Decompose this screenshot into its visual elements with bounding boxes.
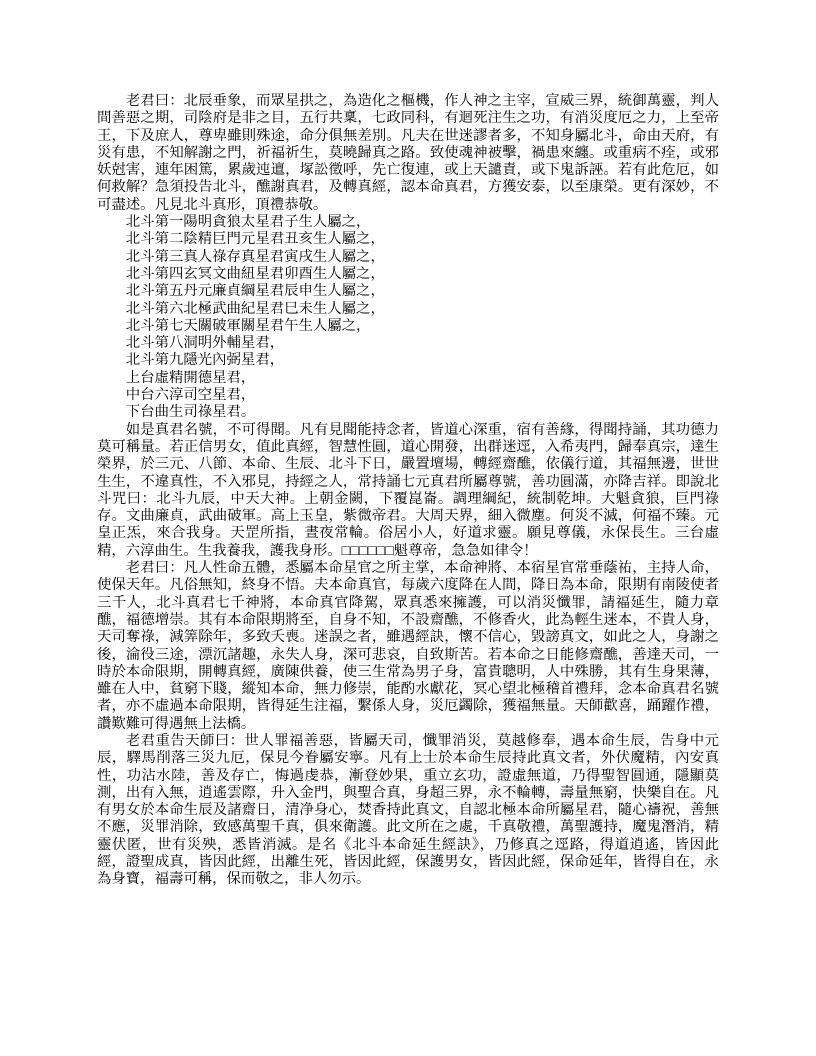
dipper-star-line-5: 北斗第五丹元廉貞綱星君辰申生人屬之，: [125, 283, 385, 300]
santai-star-line-upper: 上台虛精開德星君，: [125, 369, 256, 386]
santai-star-line-lower: 下台曲生司祿星君。: [125, 404, 256, 421]
dipper-star-line-9: 北斗第九隱光內弼星君，: [125, 352, 285, 369]
dipper-star-line-2: 北斗第二陰精巨門元星君丑亥生人屬之，: [125, 231, 385, 248]
dipper-star-line-3: 北斗第三真人祿存真星君寅戌生人屬之，: [125, 248, 385, 265]
dipper-star-line-7: 北斗第七天關破軍關星君午生人屬之，: [125, 317, 371, 334]
dipper-star-line-1: 北斗第一陽明貪狼太星君子生人屬之，: [125, 214, 371, 231]
paragraph-benming-star-officials: 老君曰：凡人性命五體，悉屬本命星官之所主掌，本命神將、本宿星官常垂蔭祐，主持人命，使保天年。凡俗無知，終身不悟。夫本命真官，每歲六度降在人間，降日為本命，限期有南陵使者三千人，北斗真君七千神將，本命真官降駕，眾真悉來擁護，可以消災懺罪，請福延生，隨力章醮，福德增崇。其有本命限期將至，自身不知，不設齋醮，不修香火，此為輕生迷本，不貴人身，天司奪祿，減筭除年，多致夭喪。迷誤之者，雖遇經訣，懷不信心，毀謗真文，如此之人，身謝之後，淪役三途，漂沉諸趣，永失人身，深可悲哀，自致斯苦。若本命之日能修齋醮，善達天司，一時於本命限期，開轉真經，廣陳供養，使三生常為男子身，富貴聰明，人中殊勝，其有生身果薄，雖在人中，貧窮下賤，縱知本命，無力修崇，能酌水獻花，冥心望北極稽首禮拜，念本命真君名號者，亦不虛過本命限期，皆得延生注福，繫係人身，災厄蠲除，獲福無量。天師歡喜，踊躍作禮，讚歎難可得遇無上法橋。: [97, 560, 719, 732]
santai-star-line-middle: 中台六淳司空星君，: [125, 387, 256, 404]
paragraph-names-and-mantra: 如是真君名號，不可得聞。凡有見聞能持念者，皆道心深重，宿有善緣，得聞持誦，其功德力莫可稱量。若正信男女，值此真經，智慧性圓，道心開發，出群迷逕，入希夷門，歸奉真宗，達生榮界，於三元、八節、本命、生辰、北斗下日，嚴置壇場，轉經齋醮，依儀行道，其福無邊，世世生生，不違真性，不入邪見，持經之人，常持誦七元真君所屬尊號，善功圓滿，亦降吉祥。即說北斗咒曰：北斗九辰，中天大神。上朝金闕，下覆崑崙。調理綱紀，統制乾坤。大魁貪狼，巨門祿存。文曲廉貞，武曲破軍。高上玉皇，紫微帝君。大周天界，細入微塵。何災不滅，何福不臻。元皇正炁，來合我身。天罡所指，晝夜常輪。俗居小人，好道求靈。願見尊儀，永保長生。三台虛精，六淳曲生。生我養我，護我身形。□□□□□□魁尊帝，急急如律令！: [97, 421, 719, 559]
paragraph-final-instruction: 老君重告天師曰：世人罪福善惡，皆屬天司，懺罪消災，莫越修奉，遇本命生辰，告身中元辰，驛馬削落三災九厄，保見今眷屬安寧。凡有上士於本命生辰持此真文者，外伏魔精，內安真性，功沾水陸，善及存亡，悔過虔恭，漸登妙果，重立玄功，證虛無道，乃得聖智圓通，隱顯莫測，出有入無，逍遙雲際，升入金門，與聖合真，身超三界，永不輪轉，壽量無窮，快樂自在。凡有男女於本命生辰及諸齋日，清净身心，焚香持此真文，自認北極本命所屬星君，隨心禱祝，善無不應，災罪消除，致感萬聖千真，俱來衛護。此文所在之處，千真敬禮，萬聖護持，魔鬼潛消，精靈伏匿，世有災殃，悉皆消滅。是名《北斗本命延生經訣》，乃修真之逕路，得道逍遙，皆因此經，證聖成真，皆因此經，出離生死，皆因此經，保護男女，皆因此經，保命延年，皆得自在，永為身寶，福壽可稱，保而敬之，非人勿示。: [97, 732, 719, 888]
paragraph-laojun-opening: 老君曰：北辰垂象，而眾星拱之，為造化之樞機，作人神之主宰，宣威三界，統御萬靈，判人間善惡之期，司陰府是非之目，五行共稟，七政同科，有迴死注生之功，有消災度厄之力，上至帝王，下及庶人，尊卑雖則殊途，命分俱無差別。凡夫在世迷謬者多，不知身屬北斗，命由天府，有災有患，不知解謝之門，祈福祈生，莫曉歸真之路。致使魂神被擊，禍患來纏。或重病不痊，或邪妖尅害，連年困篤，累歲迍邅，塚訟徵呼，先亡復連，或上天譴責，或下鬼訴誣。若有此危厄，如何救解？急須投告北斗，醮謝真君，及轉真經，認本命真君，方獲安泰，以至康榮。更有深妙，不可盡述。凡見北斗真形，頂禮恭敬。: [97, 93, 719, 213]
dipper-star-line-6: 北斗第六北極武曲紀星君巳未生人屬之，: [125, 300, 385, 317]
dipper-star-line-8: 北斗第八洞明外輔星君，: [125, 335, 285, 352]
dipper-star-line-4: 北斗第四玄冥文曲紐星君卯酉生人屬之，: [125, 265, 385, 282]
